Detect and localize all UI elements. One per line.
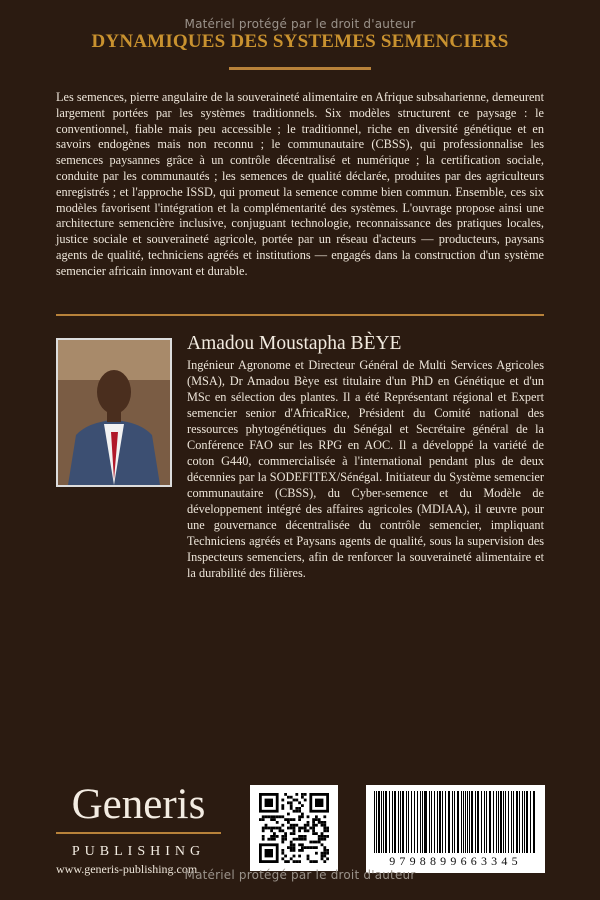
barcode-bar xyxy=(461,791,462,853)
barcode-bar xyxy=(454,791,455,853)
section-divider xyxy=(56,314,544,316)
barcode-bar xyxy=(498,791,500,853)
barcode-bar xyxy=(524,791,525,853)
barcode-bar xyxy=(493,791,495,853)
barcode-bar xyxy=(442,791,443,853)
barcode-bar xyxy=(374,791,375,853)
barcode-bar xyxy=(383,791,384,853)
barcode-bar xyxy=(489,791,491,853)
barcode-bar xyxy=(463,791,465,853)
barcode-bars xyxy=(374,791,537,853)
barcode-bar xyxy=(425,791,427,853)
barcode-bar xyxy=(522,791,523,853)
barcode-bar xyxy=(496,791,497,853)
publisher-logo xyxy=(56,782,221,860)
barcode-bar xyxy=(511,791,512,853)
barcode-bar xyxy=(439,791,441,853)
barcode-bar xyxy=(526,791,528,853)
isbn-number: 9798899663345 xyxy=(389,854,522,868)
barcode-bar xyxy=(398,791,400,853)
barcode-bar xyxy=(467,791,468,853)
barcode-bar xyxy=(513,791,515,853)
barcode-bar xyxy=(400,791,401,853)
logo-rule xyxy=(56,832,221,834)
qr-code xyxy=(250,785,338,871)
barcode-bar xyxy=(422,791,423,853)
barcode-bar xyxy=(452,791,454,853)
barcode-bar xyxy=(424,791,425,853)
barcode-bar xyxy=(414,791,416,853)
barcode-bar xyxy=(516,791,518,853)
barcode-bar xyxy=(429,791,431,853)
barcode-bar xyxy=(411,791,412,853)
barcode-bar xyxy=(530,791,532,853)
barcode-bar xyxy=(503,791,504,853)
book-title: DYNAMIQUES DES SYSTEMES SEMENCIERS xyxy=(91,31,509,52)
author-photo xyxy=(56,338,172,487)
publisher-url: www.generis-publishing.com xyxy=(56,862,198,876)
barcode-bar xyxy=(533,791,535,853)
barcode-bar xyxy=(378,791,380,853)
barcode-bar xyxy=(477,791,479,853)
barcode-bar xyxy=(376,791,378,853)
barcode-bar xyxy=(408,791,409,853)
barcode-bar xyxy=(394,791,396,853)
publisher-sub: PUBLISHING xyxy=(71,844,206,859)
barcode-bar xyxy=(402,791,404,853)
barcode-bar xyxy=(475,791,477,853)
barcode-bar xyxy=(437,791,439,853)
barcode-bar xyxy=(417,791,418,853)
barcode-bar xyxy=(445,791,447,853)
barcode-bar xyxy=(500,791,502,853)
barcode-bar xyxy=(420,791,421,853)
author-name: Amadou Moustapha BÈYE xyxy=(187,333,402,354)
publisher-name: Generis xyxy=(71,781,206,828)
barcode-bar xyxy=(385,791,387,853)
book-summary: Les semences, pierre angulaire de la souveraineté alimentaire en Afrique subsaharienne, demeurent largement portées par les systèmes traditionnels. Six modèles structurent ce paysage : le conventionnel, fiable mais peu accessible ; le traditionnel, riche en diversité génétique et en savoirs endogènes mais non reconnu ; le communautaire (CBSS), qui professionnalise les semences paysannes grâce à un contrôle décentralisé et numérique ; la certification sociale, conduite par les communautés ; les semences de qualité déclarée, produites par des agriculteurs enregistrés ; et l'approche ISSD, qui promeut la semence comme bien commun. Ensemble, ces six modèles favorisent l'intégration et la complémentarité des systèmes. L'ouvrage propose ainsi une architecture semencière inclusive, conjuguant technologie, reconnaissance des pratiques locales, justice sociale et souveraineté agricole, portée par un réseau d'acteurs — producteurs, paysans agents de qualité, techniciens agréés et institutions — engagés dans la construction d'un système semencier africain innovant et durable. xyxy=(56,90,544,278)
barcode-bar xyxy=(484,791,485,853)
barcode-bar xyxy=(381,791,383,853)
barcode-bar xyxy=(457,791,459,853)
barcode-bar xyxy=(448,791,450,853)
barcode-bar xyxy=(471,791,473,853)
barcode-bar xyxy=(392,791,394,853)
author-bio: Ingénieur Agronome et Directeur Général de Multi Services Agricoles (MSA), Dr Amadou Bèye est titulaire d'un PhD en Génétique et d'un MSc en sélection des plantes. Il a été Représentant régional et Expert semencier senior d'AfricaRice, Président du Comité national des ressources phytogénétiques du Sénégal et Secrétaire général de la Conférence FAO sur les RPG en AOC. Il a développé la variété de coton G440, commercialisée à l'international pendant plus de deux décennies par la SODEFITEX/Sénégal. Initiateur du Système semencier communautaire (CBSS), du Cyber-semence et du Modèle de développement intégré des affaires agricoles (MDIAA), il œuvre pour une gouvernance décentralisée du contrôle semencier, impliquant Techniciens agréés et Paysans agents de qualité, sous la supervision des Inspecteurs semenciers, afin de renforcer la souveraineté alimentaire et la durabilité des filières. xyxy=(187,358,544,580)
barcode-bar xyxy=(508,791,510,853)
barcode-bar xyxy=(519,791,520,853)
copyright-watermark-top: Matériel protégé par le droit d'auteur xyxy=(184,17,416,31)
copyright-watermark-bottom: Matériel protégé par le droit d'auteur xyxy=(184,868,416,882)
barcode-bar xyxy=(431,791,432,853)
barcode-bar xyxy=(469,791,471,853)
barcode-bar xyxy=(465,791,466,853)
barcode-bar xyxy=(486,791,487,853)
barcode-bar xyxy=(481,791,483,853)
barcode-bar xyxy=(505,791,506,853)
title-underline xyxy=(229,67,371,70)
barcode-bar xyxy=(406,791,408,853)
barcode-bar xyxy=(389,791,390,853)
barcode xyxy=(366,785,545,873)
barcode-bar xyxy=(434,791,435,853)
